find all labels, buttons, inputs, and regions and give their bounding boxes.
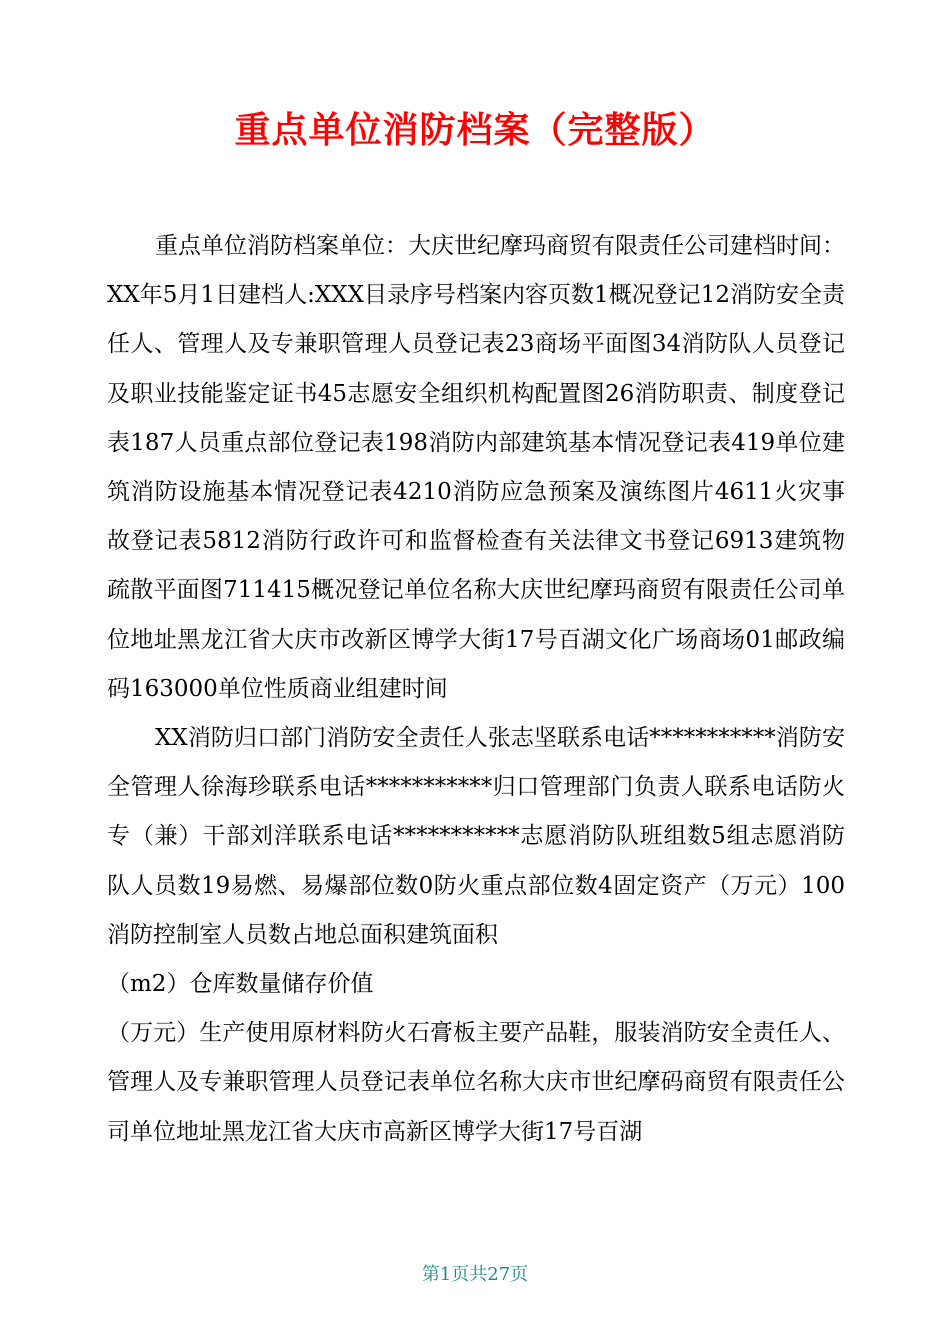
body-paragraph-2: XX消防归口部门消防安全责任人张志坚联系电话***********消防安全管理人徐海珍联系电话***********归口管理部门负责人联系电话防火专（兼）干部刘洋联系电话***********志愿消防队班组数5组志愿消防队人员数19易燃、易爆部位数0防火重点部位数4固定资产（万元）100消防控制室人员数占地总面积建筑面积 — [107, 725, 845, 948]
document-body — [107, 222, 845, 1157]
body-paragraph-3: （m2）仓库数量储存价值 — [107, 971, 374, 998]
body-paragraph-1: 重点单位消防档案单位：大庆世纪摩玛商贸有限责任公司建档时间：XX年5月1日建档人:XXX目录序号档案内容页数1概况登记12消防安全责任人、管理人及专兼职管理人员登记表23商场平面图34消防队人员登记及职业技能鉴定证书45志愿安全组织机构配置图26消防职责、制度登记表187人员重点部位登记表198消防内部建筑基本情况登记表419单位建筑消防设施基本情况登记表4210消防应急预案及演练图片4611火灾事故登记表5812消防行政许可和监督检查有关法律文书登记6913建筑物疏散平面图711415概况登记单位名称大庆世纪摩玛商贸有限责任公司单位地址黑龙江省大庆市改新区博学大街17号百湖文化广场商场01邮政编码163000单位性质商业组建时间 — [107, 233, 845, 702]
body-paragraph-4: （万元）生产使用原材料防火石膏板主要产品鞋，服装消防安全责任人、管理人及专兼职管理人员登记表单位名称大庆市世纪摩码商贸有限责任公司单位地址黑龙江省大庆市高新区博学大街17号百湖 — [107, 1020, 845, 1145]
page-number-footer: 第1页共27页 — [421, 1264, 529, 1285]
document-title: 重点单位消防档案（完整版） — [234, 110, 716, 151]
